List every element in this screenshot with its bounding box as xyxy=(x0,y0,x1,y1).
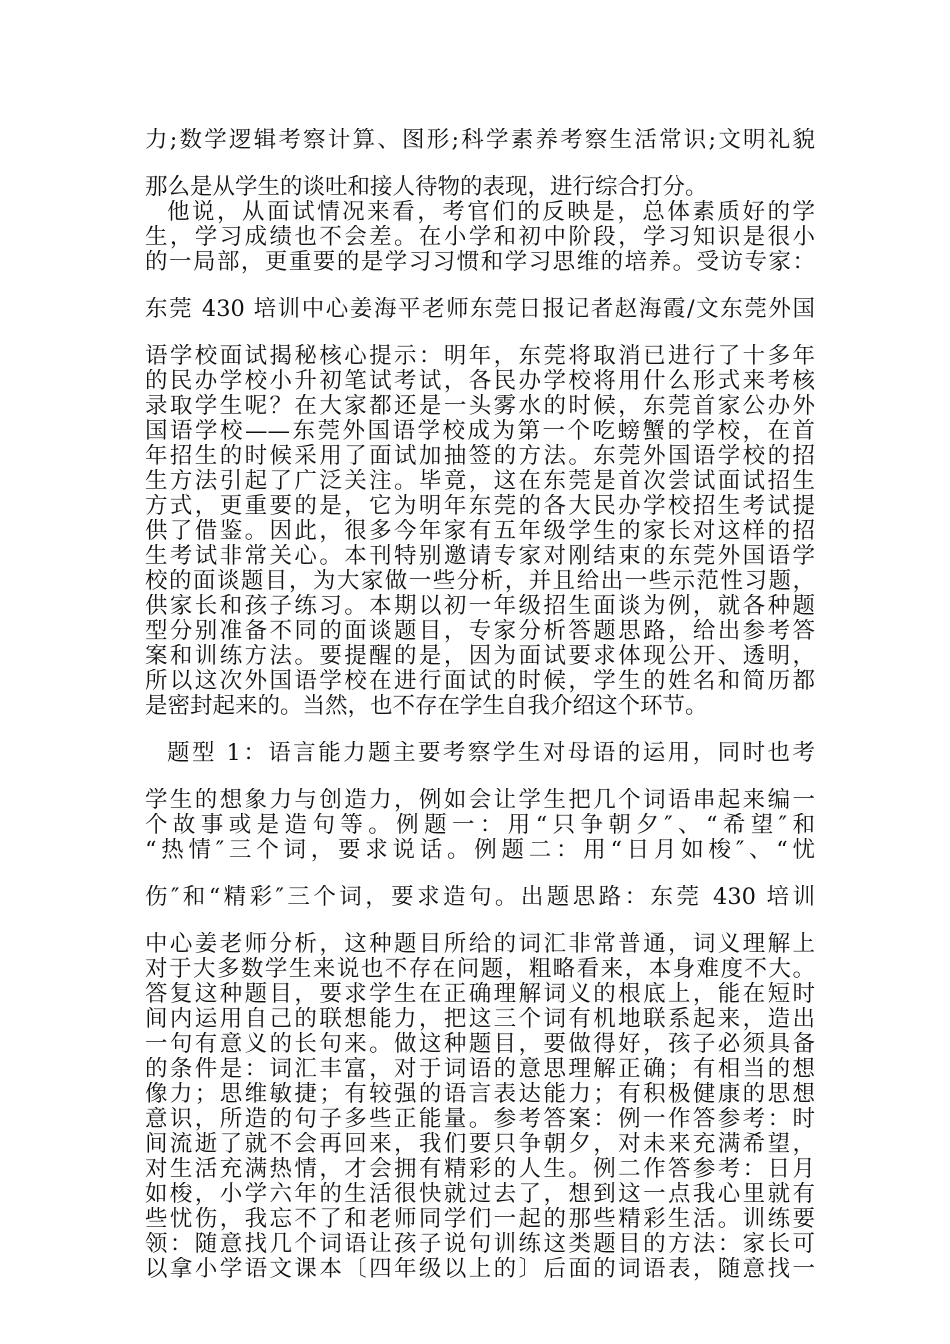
text-line: 供了借鉴。因此，很多今年家有五年级学生的家长对这样的招 xyxy=(145,519,815,544)
text-line: 生考试非常关心。本刊特别邀请专家对刚结束的东莞外国语学 xyxy=(145,544,815,569)
text-line: 题型 1：语言能力题主要考察学生对母语的运用，同时也考 xyxy=(167,741,815,766)
text-line: 国语学校——东莞外国语学校成为第一个吃螃蟹的学校，在首 xyxy=(145,419,815,444)
text-line: 间流逝了就不会再回来，我们要只争朝夕，对未来充满希望， xyxy=(145,1132,815,1157)
text-line: 中心姜老师分析，这种题目所给的词汇非常普通，词义理解上 xyxy=(145,932,815,957)
text-line: 是密封起来的。当然，也不存在学生自我介绍这个环节。 xyxy=(145,694,708,719)
text-line: 东莞 430 培训中心姜海平老师东莞日报记者赵海霞/文东莞外国 xyxy=(145,297,815,322)
text-line: 以拿小学语文课本〔四年级以上的〕后面的词语表，随意找一 xyxy=(145,1257,815,1282)
text-line: 生，学习成绩也不会差。在小学和初中阶段，学习知识是很小 xyxy=(145,225,815,250)
text-line: 生方法引起了广泛关注。毕竟，这在东莞是首次尝试面试招生 xyxy=(145,469,815,494)
text-line: 语学校面试揭秘核心提示：明年，东莞将取消已进行了十多年 xyxy=(145,344,815,369)
text-line: 案和训练方法。要提醒的是，因为面试要求体现公开、透明， xyxy=(145,644,815,669)
text-line: 校的面谈题目，为大家做一些分析，并且给出一些示范性习题， xyxy=(145,569,815,594)
text-line: 意识，所造的句子多些正能量。参考答案：例一作答参考：时 xyxy=(145,1107,815,1132)
text-line: 供家长和孩子练习。本期以初一年级招生面谈为例，就各种题 xyxy=(145,594,815,619)
text-line: 如梭，小学六年的生活很快就过去了，想到这一点我心里就有 xyxy=(145,1182,815,1207)
text-line: 伤″和“精彩″三个词，要求造句。出题思路：东莞 430 培训 xyxy=(145,885,815,910)
text-line: 的条件是：词汇丰富，对于词语的意思理解正确；有相当的想 xyxy=(145,1057,815,1082)
text-line: 像力；思维敏捷；有较强的语言表达能力；有积极健康的思想 xyxy=(145,1082,815,1107)
text-line: 一句有意义的长句来。做这种题目，要做得好，孩子必须具备 xyxy=(145,1032,815,1057)
text-line: 的民办学校小升初笔试考试，各民办学校将用什么形式来考核 xyxy=(145,369,815,394)
document-page xyxy=(145,128,815,1282)
text-line: 些忧伤，我忘不了和老师同学们一起的那些精彩生活。训练要 xyxy=(145,1207,815,1232)
text-line: 那么是从学生的谈吐和接人待物的表现，进行综合打分。 xyxy=(145,175,708,200)
text-line: 学生的想象力与创造力，例如会让学生把几个词语串起来编一 xyxy=(145,788,815,813)
text-line: 型分别准备不同的面谈题目，专家分析答题思路，给出参考答 xyxy=(145,619,815,644)
text-line: 个故事或是造句等。例题一：用“只争朝夕″、“希望″和 xyxy=(145,813,815,838)
text-line: 他说，从面试情况来看，考官们的反映是，总体素质好的学 xyxy=(167,200,815,225)
text-line: 力;数学逻辑考察计算、图形;科学素养考察生活常识;文明礼貌 xyxy=(145,128,815,153)
text-line: 所以这次外国语学校在进行面试的时候，学生的姓名和简历都 xyxy=(145,669,815,694)
text-line: 答复这种题目，要求学生在正确理解词义的根底上，能在短时 xyxy=(145,982,815,1007)
text-line: 年招生的时候采用了面试加抽签的方法。东莞外国语学校的招 xyxy=(145,444,815,469)
text-line: “热情″三个词，要求说话。例题二：用“日月如梭″、“忧 xyxy=(145,838,815,863)
text-line: 方式，更重要的是，它为明年东莞的各大民办学校招生考试提 xyxy=(145,494,815,519)
text-line: 录取学生呢？在大家都还是一头雾水的时候，东莞首家公办外 xyxy=(145,394,815,419)
text-line: 的一局部，更重要的是学习习惯和学习思维的培养。受访专家： xyxy=(145,250,815,275)
text-line: 间内运用自己的联想能力，把这三个词有机地联系起来，造出 xyxy=(145,1007,815,1032)
text-line: 对生活充满热情，才会拥有精彩的人生。例二作答参考：日月 xyxy=(145,1157,815,1182)
text-line: 领：随意找几个词语让孩子说句训练这类题目的方法：家长可 xyxy=(145,1232,815,1257)
text-line: 对于大多数学生来说也不存在问题，粗略看来，本身难度不大。 xyxy=(145,957,815,982)
